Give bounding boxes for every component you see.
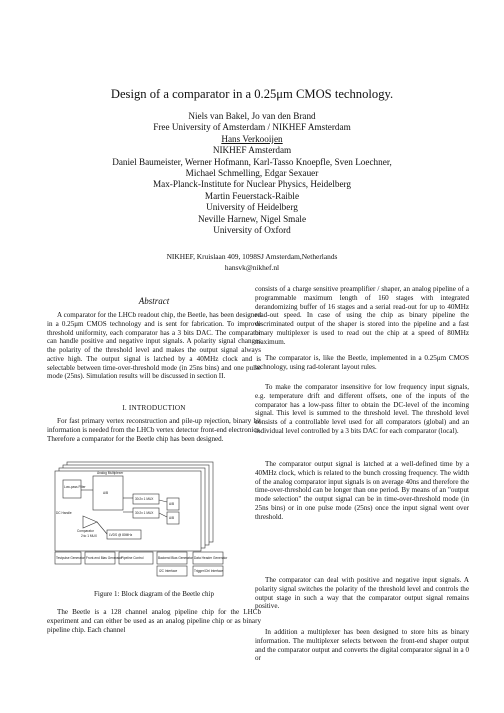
author-line: Daniel Baumeister, Werner Hofmann, Karl-Tasso Knoepfle, Sven Loechner, xyxy=(112,156,392,167)
label-mux-mid: 30:2x 1 MUX xyxy=(135,511,154,515)
label-i2c: I2C Interface xyxy=(159,569,178,573)
author-line: Niels van Bakel, Jo van den Brand xyxy=(188,111,316,121)
paper-title: Design of a comparator in a 0.25μm CMOS technology. xyxy=(110,87,394,101)
label-pipeline-control: Pipeline Control xyxy=(121,556,144,560)
corresponding-author: Hans Verkooijen xyxy=(221,133,283,144)
label-lowpass: Low-pass Filter xyxy=(64,485,86,489)
author-line: Michael Schmelling, Edgar Sexauer xyxy=(185,168,319,179)
label-frontend-bias: Front-end Bias Generator xyxy=(86,556,123,560)
author-line: Martin Feuerstack-Raible xyxy=(204,190,300,201)
label-backend-bias: Backend Bias Generator xyxy=(158,556,193,560)
author-line: Neville Harnew, Nigel Smale xyxy=(197,213,307,224)
affiliation-line: Free University of Amsterdam / NIKHEF Amsterdam xyxy=(153,122,351,133)
email-address: hansvk@nikhef.nl xyxy=(224,262,280,272)
label-dc-handle: DC Handle xyxy=(56,511,72,515)
right-paragraph-3: To make the comparator insensitive for low frequency input signals, e.g. temperature drift and different offsets, one of the inputs of the comparator has a low-pass filter to obtain the DC-level of the incoming signal. This level is summed to the threshold level. The threshold level consists of a controllable level used for all comparators (global) and an individual level controlled by a 3 bits DAC for each comparator (local). xyxy=(255,383,469,435)
affiliation-line: NIKHEF Amsterdam xyxy=(212,145,292,156)
affiliation-line: University of Oxford xyxy=(213,225,291,236)
beetle-block-diagram xyxy=(53,460,255,578)
intro-paragraph-1: For fast primary vertex reconstruction and pile-up rejection, binary hit information is needed from the LHCb vertex detector front-end electronics. Therefore a comparator for the Beetle chip has been designed. xyxy=(47,417,261,443)
label-ab2: A/B xyxy=(169,502,175,506)
author-block xyxy=(0,111,504,236)
figure-caption: Figure 1: Block diagram of the Beetle chip xyxy=(94,590,214,598)
label-ab1: A/B xyxy=(103,491,109,495)
affiliation-line: Max-Planck-Institute for Nuclear Physics, Heidelberg xyxy=(152,179,352,190)
contact-block xyxy=(0,252,504,273)
right-paragraph-4: The comparator output signal is latched at a well-defined time by a 40MHz clock, which is related to the bunch crossing frequency. The width of the analog comparator input signals is on average 40ns and therefore the time-over-threshold can be longer than one period. By means of an "output mode selection" the output signal can be in time-over-threshold mode (in 25ns bins) or in one pulse mode (25ns) once the input signal went over threshold. xyxy=(255,460,469,521)
abstract-heading: Abstract xyxy=(138,296,170,306)
right-paragraph-2: The comparator is, like the Beetle, implemented in a 0.25μm CMOS technology, using rad-tolerant layout rules. xyxy=(255,354,469,371)
label-mux-2to1: 2:to 1 MUX xyxy=(81,534,97,538)
label-testpulse: Testpulse Generator xyxy=(56,556,85,560)
affiliation-line: University of Heidelberg xyxy=(206,202,298,213)
label-lvds: LVDS @ 80MHz xyxy=(109,533,133,537)
label-comparator: Comparator xyxy=(77,529,94,533)
label-trigger: Trigger/Ctrl Interface xyxy=(194,569,224,573)
label-mux-top: 30:2x 1 MUX xyxy=(135,497,154,501)
intro-paragraph-2: The Beetle is a 128 channel analog pipeline chip for the LHCb experiment and can either be used as an analog pipeline chip or as binary pipeline chip. Each channel xyxy=(47,608,261,634)
label-analog-mux: Analog Multiplexer xyxy=(97,471,124,475)
right-paragraph-5: The comparator can deal with positive and negative input signals. A polarity signal switches the polarity of the threshold level and controls the output stage in such a way that the comparator output signal remains positive. xyxy=(255,576,469,611)
right-paragraph-6: In addition a multiplexer has been designed to store hits as binary information. The multiplexer selects between the front-end shaper output and the comparator output and converts the digital comparator signal in a 0 or xyxy=(255,628,469,663)
right-paragraph-1: consists of a charge sensitive preamplifier / shaper, an analog pipeline of a programmable maximum length of 160 stages with integrated derandomizing buffer of 16 stages and a serial read-out for up to 40MHz read-out speed. In case of using the chip as binary pipeline the discriminated output of the shaper is stored into the pipeline and a fast binary multiplexer is used to read out the chip at a speed of 80MHz maximum. xyxy=(255,285,469,346)
abstract-text: A comparator for the LHCb readout chip, the Beetle, has been designed in a 0.25μm CMOS technology and is sent for fabrication. To improve threshold uniformity, each comparator has a 3 bits DAC. The comparator can handle positive and negative input signals. A polarity signal changes the polarity of the threshold level and makes the output signal always active high. The output signal is latched by a 40MHz clock and is selectable between time-over-threshold mode (in 25ns bins) and one pulse mode (25ns). Simulation results will be discussed in section II. xyxy=(47,311,261,381)
section-heading-introduction: I. INTRODUCTION xyxy=(122,404,186,412)
label-ab3: A/B xyxy=(169,516,175,520)
label-data-header: Data Header Generator xyxy=(194,556,228,560)
postal-address: NIKHEF, Kruislaan 409, 1098SJ Amsterdam,Netherlands xyxy=(166,252,338,261)
